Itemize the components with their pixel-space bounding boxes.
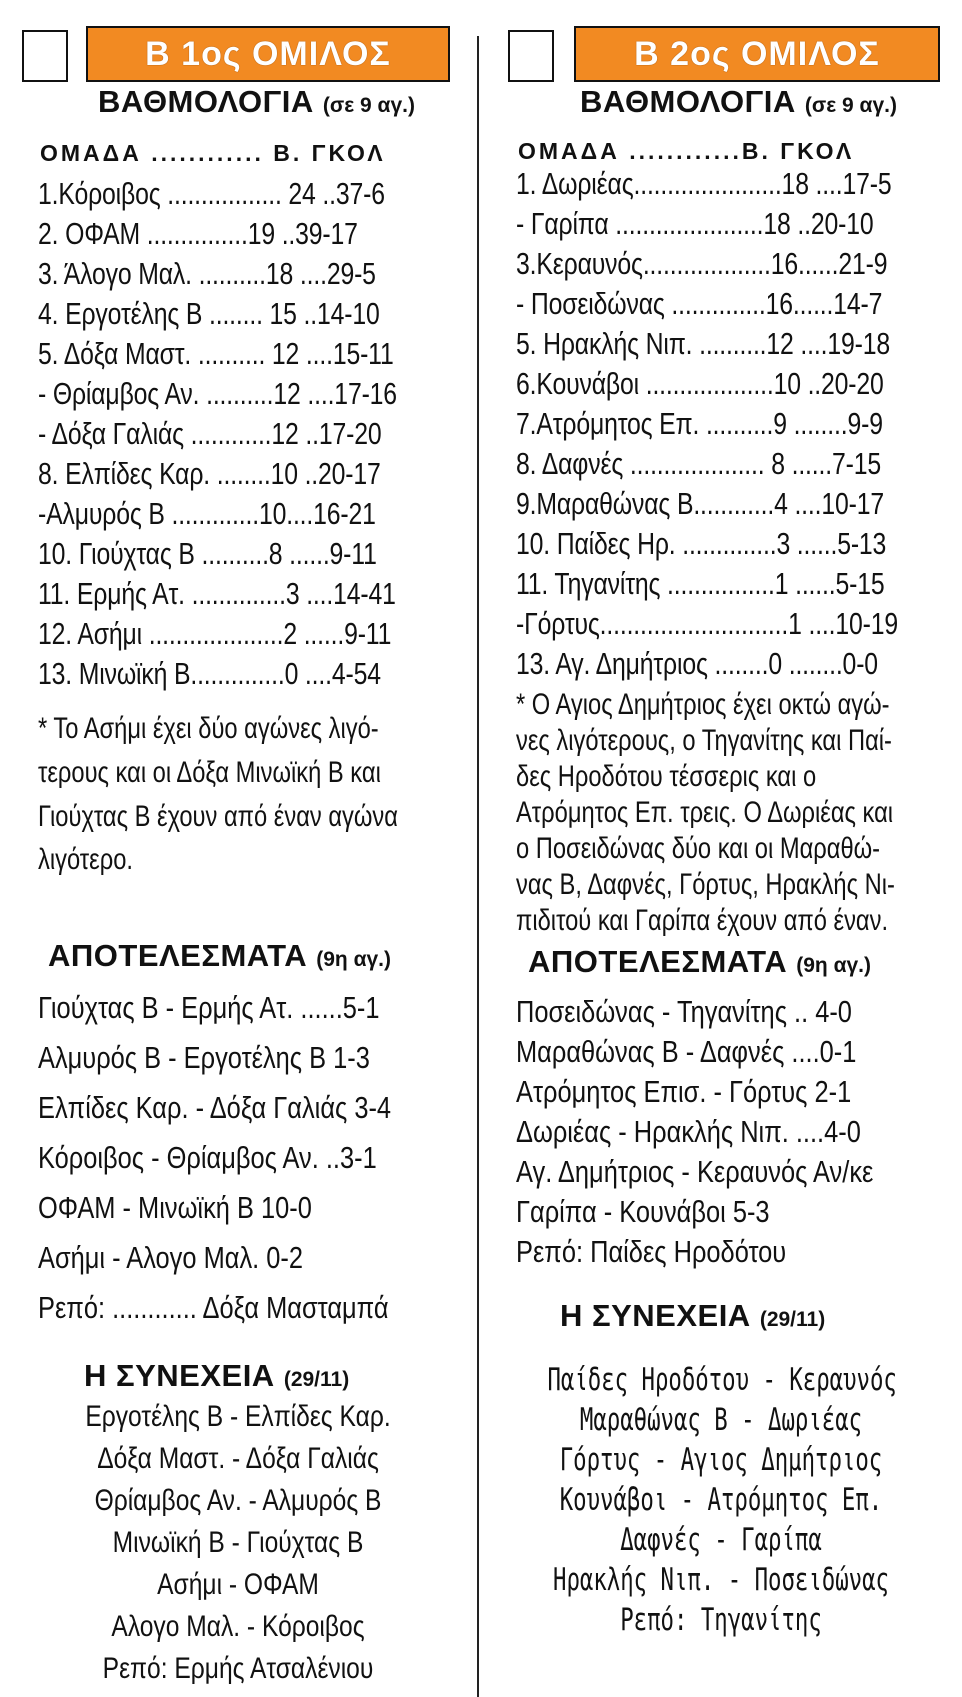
standings-row: 13. Αγ. Δημήτριος ........0 ........0-0 — [516, 646, 878, 681]
group-a-next-heading — [84, 1358, 349, 1394]
group-b-next-heading — [560, 1298, 825, 1334]
standings-row: 11. Ερμής Ατ. ..............3 ....14-41 — [38, 576, 396, 611]
group-b-note-line: πιδιτού και Γαρίπα έχουν από έναν. — [516, 904, 889, 937]
result-row: Γιούχτας Β - Ερμής Ατ. ......5-1 — [38, 990, 380, 1025]
group-a-note-line: * Το Ασήμι έχει δύο αγώνες λιγό- — [38, 712, 379, 745]
results-subtitle: (9η αγ.) — [316, 948, 392, 971]
result-row: Ελπίδες Καρ. - Δόξα Γαλιάς 3-4 — [38, 1090, 392, 1125]
results-title: ΑΠΟΤΕΛΕΣΜΑΤΑ — [48, 938, 308, 973]
next-fixture: Δόξα Μαστ. - Δόξα Γαλιάς — [97, 1442, 379, 1475]
next-fixture: Μινωϊκή Β - Γιούχτας Β — [112, 1526, 364, 1559]
next-fixture: Ασήμι - ΟΦΑΜ — [157, 1568, 319, 1601]
group-b-header — [480, 26, 962, 82]
group-a-note-line: λιγότερο. — [38, 843, 133, 876]
result-row: Ασήμι - Αλογο Μαλ. 0-2 — [38, 1240, 304, 1275]
standings-row: - Δόξα Γαλιάς ............12 ..17-20 — [38, 416, 382, 451]
group-a-note-line: Γιούχτας Β έχουν από έναν αγώνα — [38, 800, 398, 833]
group-a-note-line: τερους και οι Δόξα Μινωϊκή Β και — [38, 756, 381, 789]
standings-row: - Γαρίπα ......................18 ..20-10 — [516, 206, 874, 241]
standings-row: 7.Ατρόμητος Επ. ..........9 ........9-9 — [516, 406, 883, 441]
group-b-note-line: δες Ηροδότου τέσσερις και ο — [516, 760, 817, 793]
group-b-standings-heading — [580, 84, 897, 120]
standings-row: - Ποσειδώνας ..............16......14-7 — [516, 286, 883, 321]
standings-row: 1. Δωριέας......................18 ....17-5 — [516, 166, 892, 201]
next-fixture: Ρεπό: Τηγανίτης — [620, 1602, 822, 1638]
next-fixture: Αλογο Μαλ. - Κόροιβος — [111, 1610, 365, 1643]
results-title: ΑΠΟΤΕΛΕΣΜΑΤΑ — [528, 944, 788, 979]
standings-row: 4. Εργοτέλης Β ........ 15 ..14-10 — [38, 296, 380, 331]
next-fixture: Μαραθώνας Β - Δωριέας — [579, 1402, 863, 1438]
next-subtitle: (29/11) — [283, 1368, 350, 1391]
column-divider — [477, 36, 479, 1697]
standings-row: - Θρίαμβος Αν. ..........12 ....17-16 — [38, 376, 397, 411]
standings-row: 10. Παίδες Ηρ. ..............3 ......5-13 — [516, 526, 887, 561]
next-fixture: Κουνάβοι - Ατρόμητος Επ. — [559, 1482, 883, 1518]
group-b-note-line: ο Ποσειδώνας δύο και οι Μαραθώ- — [516, 832, 881, 865]
group-a-table-header: ΟΜΑΔΑ ............ Β. ΓΚΟΛ — [40, 140, 386, 166]
standings-title: ΒΑΘΜΟΛΟΓΙΑ — [580, 84, 796, 119]
next-fixture: Ρεπό: Ερμής Ατσαλένιου — [102, 1652, 374, 1685]
standings-row: 8. Ελπίδες Καρ. ........10 ..20-17 — [38, 456, 381, 491]
next-fixture: Θρίαμβος Αν. - Αλμυρός Β — [94, 1484, 382, 1517]
standings-row: -Αλμυρός Β .............10....16-21 — [38, 496, 376, 531]
standings-row: 6.Κουνάβοι ...................10 ..20-20 — [516, 366, 884, 401]
standings-row: 8. Δαφνές .................... 8 ......7-15 — [516, 446, 881, 481]
group-b-results-heading — [528, 944, 871, 980]
standings-row: 3. Άλογο Μαλ. ..........18 ....29-5 — [38, 256, 376, 291]
group-b-checkbox[interactable] — [508, 30, 554, 82]
result-row: Ρεπό: Παίδες Ηροδότου — [516, 1234, 787, 1269]
group-b-note-line: Ατρόμητος Επ. τρεις. Ο Δωριέας και — [516, 796, 894, 829]
standings-row: 5. Δόξα Μαστ. .......... 12 ....15-11 — [38, 336, 394, 371]
group-a-header — [0, 26, 476, 82]
standings-row: 3.Κεραυνός...................16......21-9 — [516, 246, 888, 281]
result-row: Αγ. Δημήτριος - Κεραυνός Αν/κε — [516, 1154, 874, 1189]
standings-subtitle: (σε 9 αγ.) — [322, 94, 415, 117]
group-b-table-header: ΟΜΑΔΑ ............Β. ΓΚΟΛ — [518, 138, 855, 164]
standings-row: 10. Γιούχτας Β ..........8 ......9-11 — [38, 536, 377, 571]
next-title: Η ΣΥΝΕΧΕΙΑ — [560, 1298, 751, 1333]
group-a-column — [0, 0, 476, 1697]
standings-row: 12. Ασήμι ....................2 ......9-11 — [38, 616, 392, 651]
result-row: Ατρόμητος Επισ. - Γόρτυς 2-1 — [516, 1074, 852, 1109]
next-subtitle: (29/11) — [759, 1308, 826, 1331]
next-title: Η ΣΥΝΕΧΕΙΑ — [84, 1358, 275, 1393]
group-b-note-line: νες λιγότερους, ο Τηγανίτης και Παί- — [516, 724, 892, 757]
group-a-results-heading — [48, 938, 391, 974]
result-row: Μαραθώνας Β - Δαφνές ....0-1 — [516, 1034, 857, 1069]
standings-subtitle: (σε 9 αγ.) — [804, 94, 897, 117]
next-fixture: Ηρακλής Νιπ. - Ποσειδώνας — [553, 1562, 889, 1598]
standings-row: 11. Τηγανίτης ................1 ......5-15 — [516, 566, 885, 601]
result-row: Γαρίπα - Κουνάβοι 5-3 — [516, 1194, 770, 1229]
result-row: Κόροιβος - Θρίαμβος Αν. ..3-1 — [38, 1140, 377, 1175]
group-a-checkbox[interactable] — [22, 30, 68, 82]
standings-row: 2. ΟΦΑΜ ...............19 ..39-17 — [38, 216, 358, 251]
standings-row: 9.Μαραθώνας Β............4 ....10-17 — [516, 486, 884, 521]
result-row: Ρεπό: ............ Δόξα Μασταμπά — [38, 1290, 389, 1325]
standings-row: 13. Μινωϊκή Β..............0 ....4-54 — [38, 656, 381, 691]
group-a-standings-heading — [98, 84, 415, 120]
standings-title: ΒΑΘΜΟΛΟΓΙΑ — [98, 84, 314, 119]
next-fixture: Εργοτέλης Β - Ελπίδες Καρ. — [85, 1400, 391, 1433]
group-b-title: Β 2ος ΟΜΙΛΟΣ — [574, 26, 940, 82]
result-row: Αλμυρός Β - Εργοτέλης Β 1-3 — [38, 1040, 370, 1075]
next-fixture: Δαφνές - Γαρίπα — [620, 1522, 822, 1558]
group-b-column — [480, 0, 962, 1697]
next-fixture: Παίδες Ηροδότου - Κεραυνός — [547, 1362, 897, 1398]
group-a-title: Β 1ος ΟΜΙΛΟΣ — [86, 26, 450, 82]
group-b-note-line: * Ο Αγιος Δημήτριος έχει οκτώ αγώ- — [516, 688, 890, 721]
group-b-note-line: νας Β, Δαφνές, Γόρτυς, Ηρακλής Νι- — [516, 868, 895, 901]
result-row: Δωριέας - Ηρακλής Νιπ. ....4-0 — [516, 1114, 861, 1149]
result-row: Ποσειδώνας - Τηγανίτης .. 4-0 — [516, 994, 852, 1029]
standings-row: 1.Κόροιβος ................. 24 ..37-6 — [38, 176, 385, 211]
standings-row: -Γόρτυς............................1 ....10-19 — [516, 606, 899, 641]
result-row: ΟΦΑΜ - Μινωϊκή Β 10-0 — [38, 1190, 312, 1225]
standings-row: 5. Ηρακλής Νιπ. ..........12 ....19-18 — [516, 326, 890, 361]
next-fixture: Γόρτυς - Αγιος Δημήτριος — [559, 1442, 883, 1478]
results-subtitle: (9η αγ.) — [796, 954, 872, 977]
